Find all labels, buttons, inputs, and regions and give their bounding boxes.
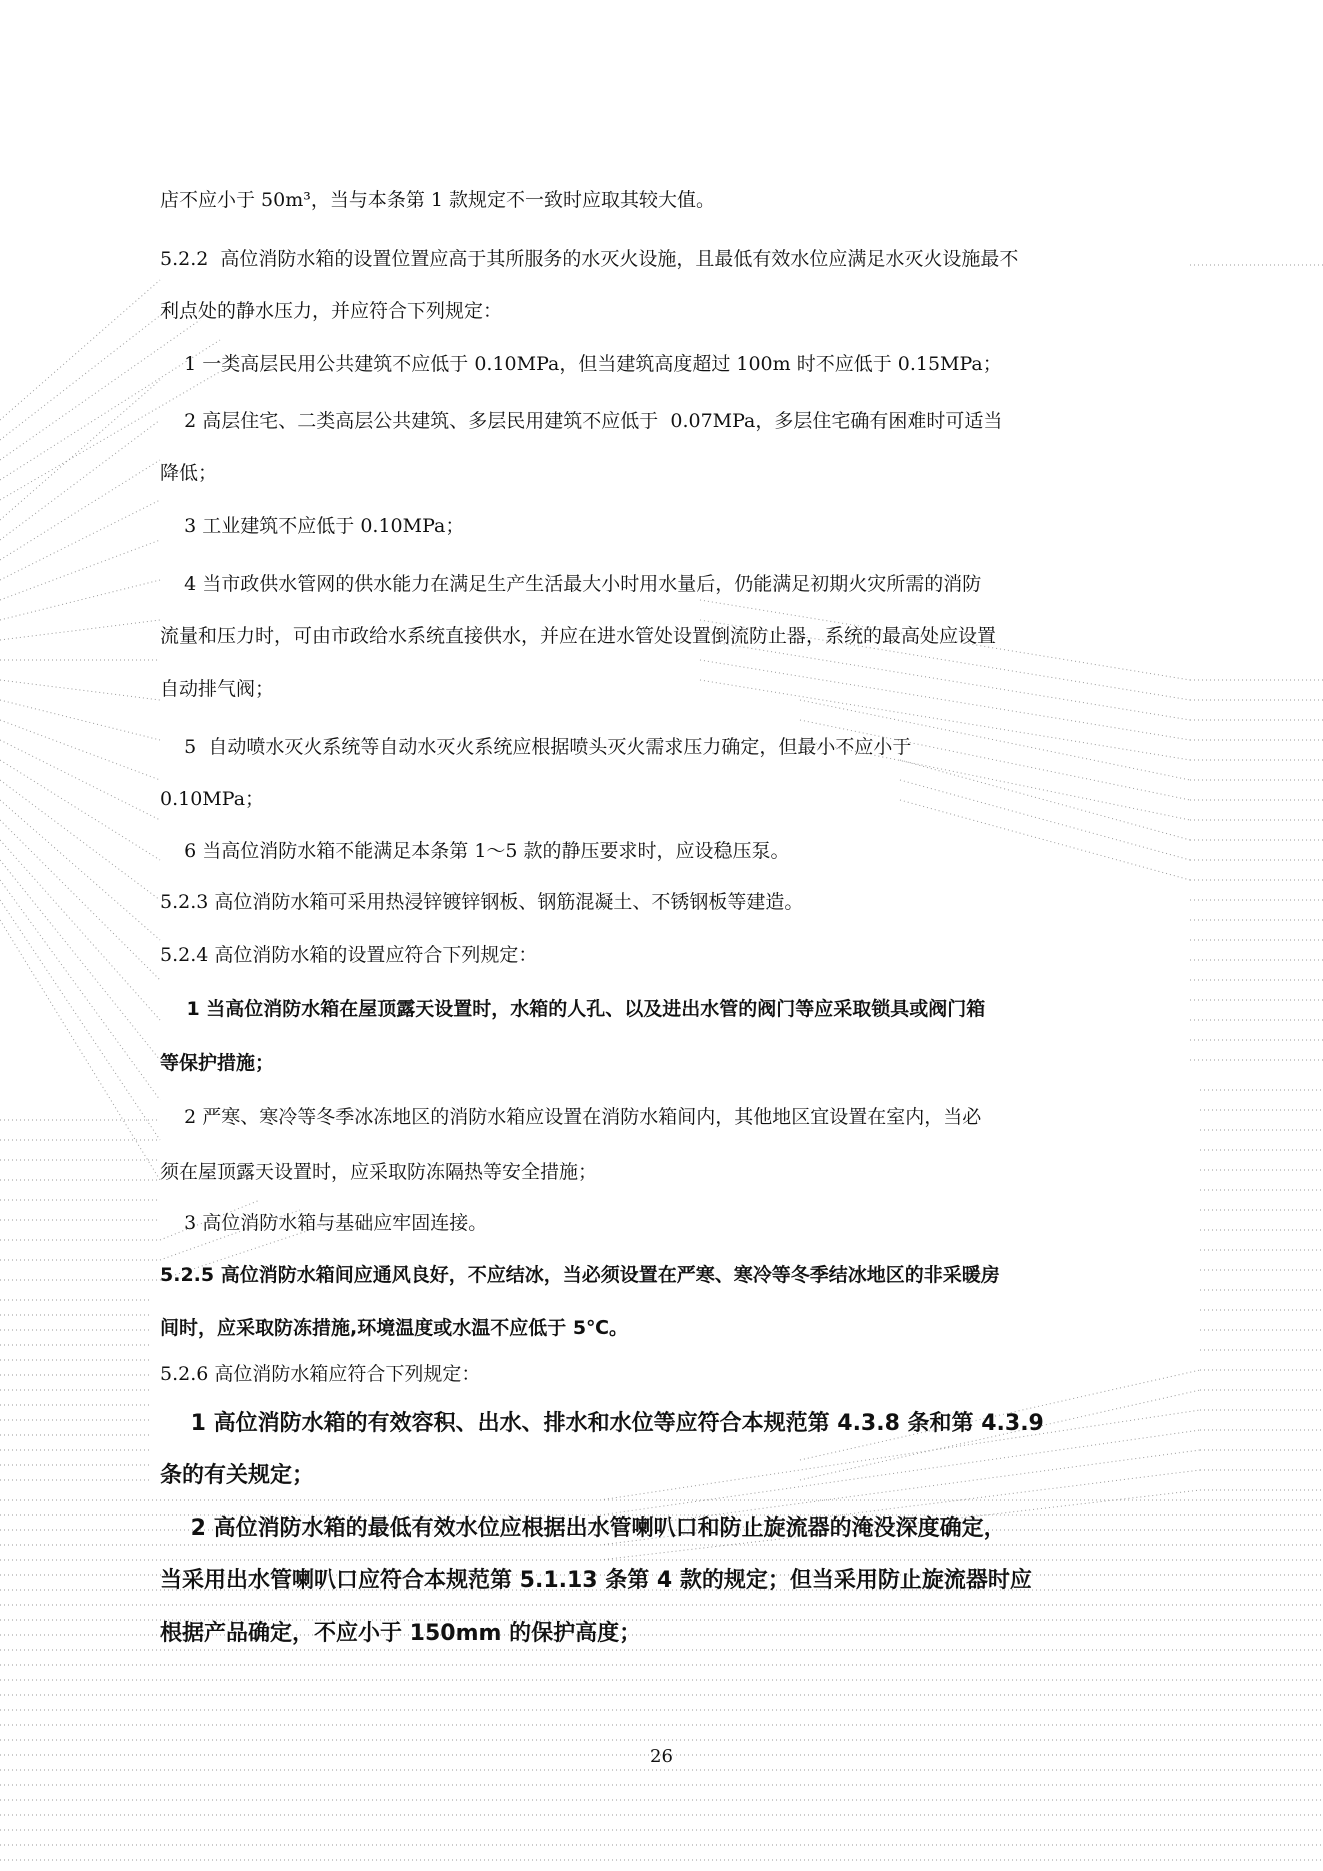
section-5-2-5: 5.2.5 高位消防水箱间应通风良好，不应结冰，当必须设置在严寒、寒冷等冬季结冰地区的非采暖房 xyxy=(160,1264,1000,1286)
text-line: 间时，应采取防冻措施,环境温度或水温不应低于 5℃。 xyxy=(160,1317,629,1339)
text-line: 0.10MPa； xyxy=(160,788,265,810)
list-item: 2 高位消防水箱的最低有效水位应根据出水管喇叭口和防止旋流器的淹没深度确定， xyxy=(160,1516,1006,1541)
section-5-2-6: 5.2.6 高位消防水箱应符合下列规定： xyxy=(160,1363,481,1385)
list-item: 2 严寒、寒冷等冬季冰冻地区的消防水箱应设置在消防水箱间内，其他地区宜设置在室内，当必 xyxy=(160,1106,982,1128)
list-item: 3 工业建筑不应低于 0.10MPa； xyxy=(160,515,465,537)
list-item: 1 一类高层民用公共建筑不应低于 0.10MPa，但当建筑高度超过 100m 时不应低于 0.15MPa； xyxy=(160,353,1002,375)
section-5-2-4: 5.2.4 高位消防水箱的设置应符合下列规定： xyxy=(160,944,538,966)
text-line: 店不应小于 50m³，当与本条第 1 款规定不一致时应取其较大值。 xyxy=(160,189,716,211)
text-line: 自动排气阀； xyxy=(160,678,275,700)
list-item: 1 高位消防水箱的有效容积、出水、排水和水位等应符合本规范第 4.3.8 条和第 4.3.9 xyxy=(160,1411,1044,1436)
list-item: 4 当市政供水管网的供水能力在满足生产生活最大小时用水量后，仍能满足初期火灾所需的消防 xyxy=(160,573,982,595)
text-line: 条的有关规定； xyxy=(160,1463,315,1488)
text-line: 根据产品确定，不应小于 150mm 的保护高度； xyxy=(160,1621,642,1646)
list-item: 6 当高位消防水箱不能满足本条第 1～5 款的静压要求时，应设稳压泵。 xyxy=(160,840,790,862)
list-item: 5 自动喷水灭火系统等自动水灭火系统应根据喷头灭火需求压力确定，但最小不应小于 xyxy=(160,736,912,758)
section-5-2-3: 5.2.3 高位消防水箱可采用热浸锌镀锌钢板、钢筋混凝土、不锈钢板等建造。 xyxy=(160,891,804,913)
text-line: 降低； xyxy=(160,462,218,484)
text-line: 当采用出水管喇叭口应符合本规范第 5.1.13 条第 4 款的规定；但当采用防止旋流器时应 xyxy=(160,1568,1032,1593)
section-5-2-2: 5.2.2 高位消防水箱的设置位置应高于其所服务的水灭火设施，且最低有效水位应满足水灭火设施最不 xyxy=(160,248,1019,270)
text-line: 须在屋顶露天设置时，应采取防冻隔热等安全措施； xyxy=(160,1161,598,1183)
text-line: 利点处的静水压力，并应符合下列规定： xyxy=(160,300,503,322)
page-number: 26 xyxy=(650,1746,673,1767)
text-line: 等保护措施； xyxy=(160,1052,275,1074)
list-item: 2 高层住宅、二类高层公共建筑、多层民用建筑不应低于 0.07MPa，多层住宅确有困难时可适当 xyxy=(160,410,1003,432)
list-item: 3 高位消防水箱与基础应牢固连接。 xyxy=(160,1212,488,1234)
text-line: 流量和压力时，可由市政给水系统直接供水，并应在进水管处设置倒流防止器，系统的最高处应设置 xyxy=(160,625,997,647)
list-item: 1 当高位消防水箱在屋顶露天设置时，水箱的人孔、以及进出水管的阀门等应采取锁具或阀门箱 xyxy=(160,998,986,1020)
